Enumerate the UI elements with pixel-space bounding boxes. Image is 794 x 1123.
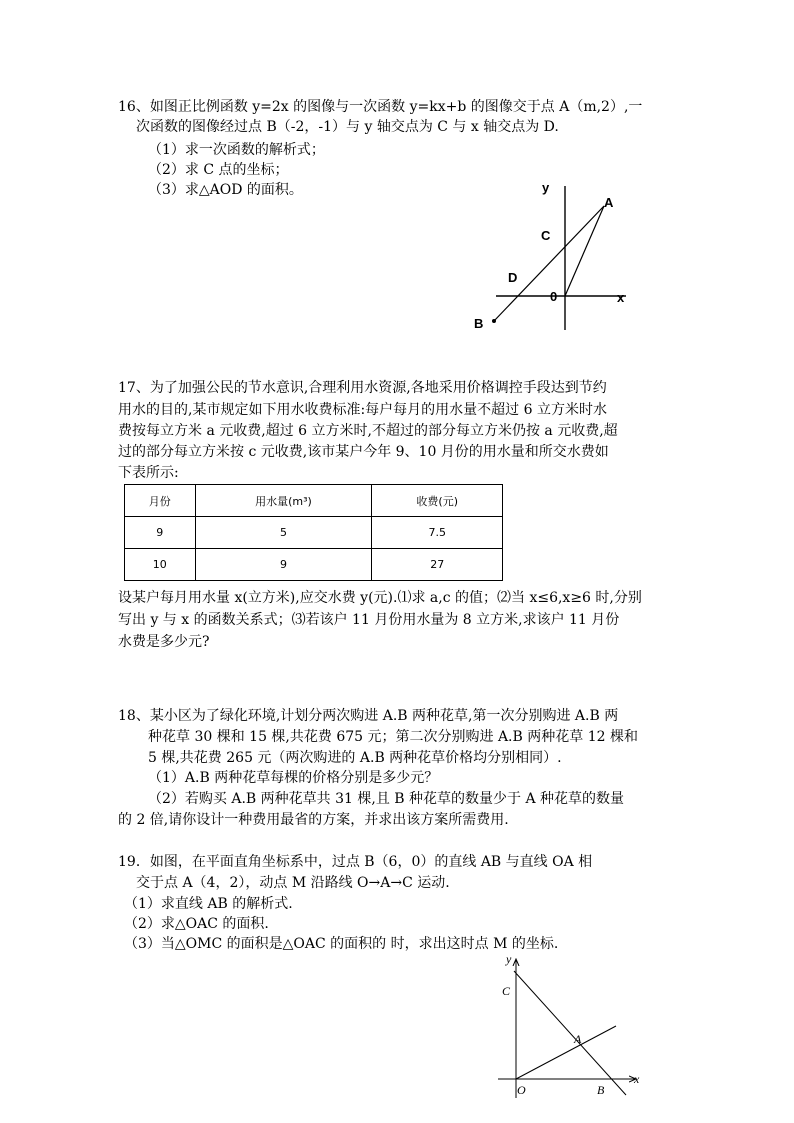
header-usage: 用水量(m³) <box>195 485 372 517</box>
q16-sub2: （2）求 C 点的坐标； <box>148 162 289 178</box>
q17-line1: 17、为了加强公民的节水意识,合理利用水资源,各地采用价格调控手段达到节约 <box>118 380 607 396</box>
q19-label-C: C <box>502 984 511 998</box>
q19-line-OA <box>516 1026 616 1079</box>
q19-line2: 交于点 A（4，2），动点 M 沿路线 O→A→C 运动. <box>136 875 450 891</box>
cell-month: 9 <box>125 517 196 549</box>
q16-sub1: （1）求一次函数的解析式； <box>148 142 325 158</box>
q16-line-BA <box>494 206 604 321</box>
q19-label-x: x <box>634 1072 640 1086</box>
cell-fee: 7.5 <box>372 517 503 549</box>
q17-line5: 下表所示: <box>118 465 179 481</box>
table-row <box>125 517 503 549</box>
q17-line4: 过的部分每立方米按 c 元收费,该市某户今年 9、10 月份的用水量和所交水费如 <box>118 444 609 460</box>
q19-label-O: O <box>517 1083 526 1097</box>
header-fee: 收费(元) <box>372 485 503 517</box>
q16-label-D: D <box>508 270 518 285</box>
q17-line2: 用水的目的,某市规定如下用水收费标准:每户每月的用水量不超过 6 立方米时水 <box>118 402 607 418</box>
q16-sub3: （3）求△AOD 的面积。 <box>148 182 303 198</box>
q19-label-B: B <box>597 1083 605 1097</box>
q19-sub2: （2）求△OAC 的面积. <box>124 916 269 932</box>
q16-point-B <box>492 319 496 323</box>
q16-label-B: B <box>474 316 484 331</box>
table-header-row <box>125 485 503 517</box>
q19-line1: 19．如图，在平面直角坐标系中，过点 B（6，0）的直线 AB 与直线 OA 相 <box>118 854 593 870</box>
cell-fee: 27 <box>372 549 503 581</box>
q17-question1: 设某户每月用水量 x(立方米),应交水费 y(元).⑴求 a,c 的值；⑵当 x≤6,x≥6 时,分别 <box>118 590 642 606</box>
q18-sub2a: （2）若购买 A.B 两种花草共 31 棵,且 B 种花草的数量少于 A 种花草的数量 <box>148 791 625 807</box>
q16-label-O: 0 <box>550 289 558 304</box>
q16-label-x: x <box>617 290 625 305</box>
q19-sub3: （3）当△OMC 的面积是△OAC 的面积的 时，求出这时点 M 的坐标. <box>124 936 559 952</box>
q18-sub2b: 的 2 倍,请你设计一种费用最省的方案，并求出该方案所需费用. <box>118 812 509 828</box>
q17-question3: 水费是多少元? <box>118 634 210 650</box>
table-row <box>125 549 503 581</box>
q18-line3: 5 棵,共花费 265 元（两次购进的 A.B 两种花草价格均分别相同）. <box>148 750 562 766</box>
q16-line1: 16、如图正比例函数 y=2x 的图像与一次函数 y=kx+b 的图像交于点 A（m,2）,一 <box>118 99 643 115</box>
q16-graph <box>466 178 646 336</box>
q18-sub1: （1）A.B 两种花草每棵的价格分别是多少元？ <box>148 770 439 786</box>
q19-sub1: （1）求直线 AB 的解析式. <box>124 896 293 912</box>
q16-label-y: y <box>542 180 550 195</box>
cell-month: 10 <box>125 549 196 581</box>
q19-graph <box>488 953 648 1103</box>
cell-usage: 5 <box>195 517 372 549</box>
q16-line-OA <box>565 206 604 296</box>
q16-line2: 次函数的图像经过点 B（-2，-1）与 y 轴交点为 C 与 x 轴交点为 D. <box>136 119 559 135</box>
q19-line-CB <box>514 971 626 1095</box>
q19-label-y: y <box>506 953 512 966</box>
q18-line2: 种花草 30 棵和 15 棵,共花费 675 元；第二次分别购进 A.B 两种花草 12 棵和 <box>148 729 638 745</box>
water-fee-table <box>124 484 503 581</box>
q18-line1: 18、某小区为了绿化环境,计划分两次购进 A.B 两种花草,第一次分别购进 A.B 两 <box>118 708 619 724</box>
q19-label-A: A <box>574 1032 582 1046</box>
q17-line3: 费按每立方米 a 元收费,超过 6 立方米时,不超过的部分每立方米仍按 a 元收费,超 <box>118 423 618 439</box>
header-month: 月份 <box>125 485 196 517</box>
q17-question2: 写出 y 与 x 的函数关系式；⑶若该户 11 月份用水量为 8 立方米,求该户 11 月份 <box>118 612 620 628</box>
q16-label-A: A <box>604 195 614 210</box>
cell-usage: 9 <box>195 549 372 581</box>
q16-label-C: C <box>541 228 551 243</box>
